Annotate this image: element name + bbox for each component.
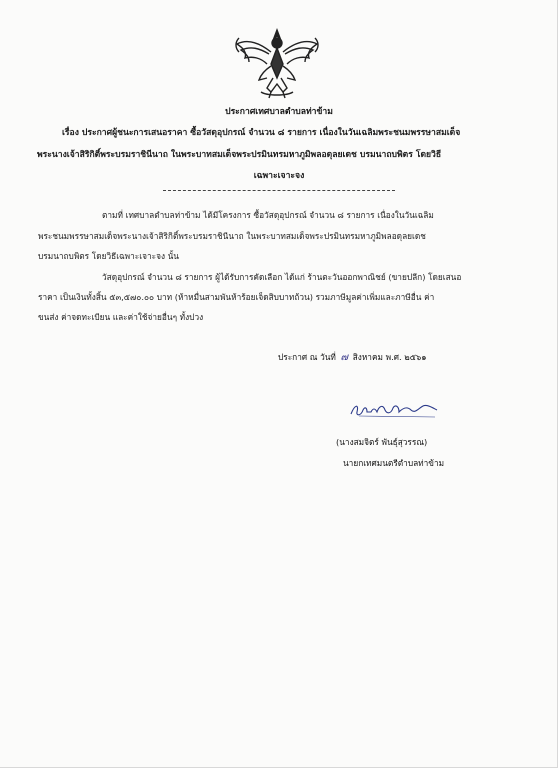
signer-name: (นางสมจิตร์ พันธุ์สุวรรณ) (336, 437, 428, 447)
signer-title: นายกเทศมนตรีตำบลท่าข้าม (343, 458, 445, 468)
announcement-date (278, 350, 427, 365)
subject-line-3: เฉพาะเจาะจง (253, 171, 305, 181)
subject-line-1: เรื่อง ประกาศผู้ชนะการเสนอราคา ซื้อวัสดุอุปกรณ์ จำนวน ๘ รายการ เนื่องในวันเฉลิมพระชนมพรรษาสมเด็จ (62, 128, 461, 138)
date-suffix: สิงหาคม พ.ศ. ๒๕๖๑ (352, 352, 427, 362)
body-line-2: พระชนมพรรษาสมเด็จพระนางเจ้าสิริกิติ์พระบรมราชินีนาถ ในพระบาทสมเด็จพระปรมินทรมหาภูมิพลอดุลยเดช (38, 231, 426, 241)
body-line-4: วัสดุอุปกรณ์ จำนวน ๘ รายการ ผู้ได้รับการคัดเลือก ได้แก่ ร้านตะวันออกพาณิชย์ (ขายปลีก) โดยเสนอ (102, 272, 462, 282)
date-day: ๗ (340, 352, 349, 363)
body-line-3: บรมนาถบพิตร โดยวิธีเฉพาะเจาะจง นั้น (38, 251, 179, 261)
handwritten-signature (349, 400, 441, 420)
body-line-6: ขนส่ง ค่าจดทะเบียน และค่าใช้จ่ายอื่นๆ ทั้งปวง (38, 312, 204, 322)
body-line-1: ตามที่ เทศบาลตำบลท่าข้าม ได้มีโครงการ ซื้อวัสดุอุปกรณ์ จำนวน ๘ รายการ เนื่องในวันเฉลิม (102, 210, 434, 220)
subject-line-2: พระนางเจ้าสิริกิติ์พระบรมราชินีนาถ ในพระบาทสมเด็จพระปรมินทรมหาภูมิพลอดุลยเดช บรมนาถบพิตร โดยวิธี (37, 150, 442, 160)
dashed-divider (163, 190, 395, 191)
garuda-emblem-icon (231, 26, 323, 100)
date-prefix: ประกาศ ณ วันที่ (278, 352, 336, 362)
body-line-5: ราคา เป็นเงินทั้งสิ้น ๕๓,๕๗๐.๐๐ บาท (ห้าหมื่นสามพันห้าร้อยเจ็ดสิบบาทถ้วน) รวมภาษีมูลค่าเพิ่มและภาษีอื่น ค่า (38, 292, 435, 302)
announcement-heading: ประกาศเทศบาลตำบลท่าข้าม (225, 107, 333, 117)
